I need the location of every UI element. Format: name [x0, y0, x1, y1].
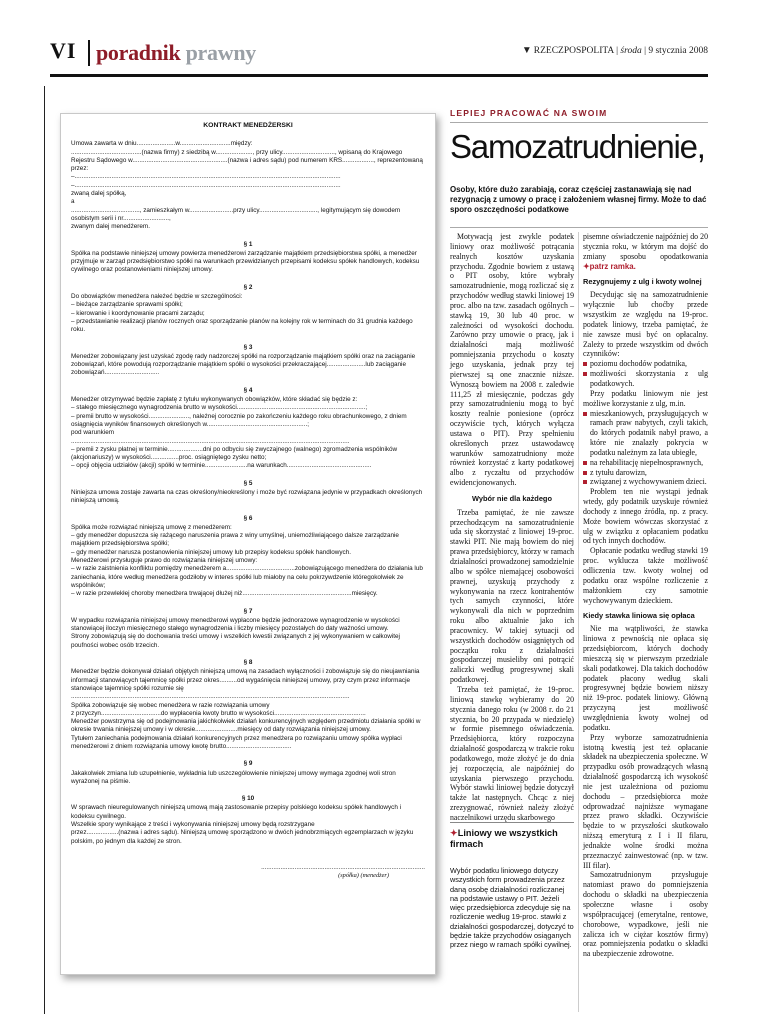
article-subheading: Kiedy stawka liniowa się opłaca — [583, 611, 695, 621]
article-lead: Osoby, które dużo zarabiają, coraz częściej zastanawiają się nad rezygnacją z umowy o pracę i założeniem własnej firmy. Może to dać sporo oszczędności podatkowe — [450, 185, 707, 215]
contract-section-heading: § 8 — [243, 659, 253, 667]
paragraph: Decydując się na samozatrudnienie wyłącznie lub choćby przede wszystkim ze względu na 19-proc. podatek liniowy, trzeba pamiętać, że nie zawsze musi być on opłacalny. Zależy to przede wszystkim od dwóch czynników: — [583, 290, 708, 359]
paragraph: Opłacanie podatku według stawki 19 proc. wyklucza także możliwość odliczenia tzw. kwoty wolnej od podatku oraz wspólne rozliczenie z małżonkiem czy samotnie wychowywanym dzieckiem. — [583, 546, 708, 605]
bullet-item: związanej z wychowywaniem dzieci. — [583, 477, 708, 487]
bullet-item: możliwości skorzystania z ulg podatkowych. — [583, 369, 708, 389]
contract-clause: – w razie przewlekłej choroby menedżera trwającej dłużej niż..............................................................miesięcy. — [71, 590, 378, 598]
article-subheading: Rezygnujemy z ulg i kwoty wolnej — [583, 277, 702, 287]
star-icon: ✦ — [450, 828, 458, 838]
contract-section-heading: § 4 — [243, 386, 253, 394]
contract-clause: – bieżące zarządzanie sprawami spółki; — [71, 301, 183, 309]
issue-date: 9 stycznia 2008 — [648, 46, 708, 56]
contract-intro-line: –....................................................................................................................................................... — [71, 173, 341, 181]
contract-clause: Do obowiązków menedżera należeć będzie w szczególności: — [71, 293, 243, 301]
paragraph: Nie ma wątpliwości, że stawka liniowa z pewnością nie opłaca się przedsiębiorcom, których dochody mieszczą się w pierwszym przedziale skali podatkowej. Dla takich dochodów podatek płacony według skali progresywnej będzie bowiem niższy niż 19-proc. podatek liniowy. Główną przyczyną jest możliwość uwzględnienia kwoty wolnej od podatku. — [583, 624, 708, 732]
contract-clause: – opcji objęcia udziałów (akcji) spółki w terminie........................na warunkach................................................ — [71, 462, 372, 470]
section-title-part2: prawny — [185, 40, 256, 65]
eagle-icon: ▼ — [521, 45, 532, 56]
contract-intro-line: a — [71, 198, 75, 206]
contract-intro-line: ........................................(nazwa firmy) z siedzibą w....................., przy ulicy.............................., wpisaną do Krajowego Rejestru Sądowego w......................................................(nazwa i adres sądu) pod numerem KRS.................., reprezentowaną przez: — [71, 148, 423, 173]
contract-clause: Wszelkie spory wynikające z treści i wykonywania niniejszej umowy będą rozstrzygane — [71, 821, 315, 829]
contract-clause: przez..................(nazwa i adres sądu). Niniejszą umowę sporządzono w dwóch jednobrzmiących egzemplarzach w języku polskim, po jednym dla każdej ze stron. — [71, 829, 414, 845]
article-headline: Samozatrudnienie, — [450, 128, 705, 165]
page-number: VI — [50, 38, 77, 63]
contract-section-heading: § 6 — [243, 514, 253, 522]
contract-clause: Jakakolwiek zmiana lub uzupełnienie, wykładnia lub uszczegółowienie niniejszej umowy wymaga zgodnej woli stron wyrażonej na piśmie. — [71, 769, 396, 785]
sidebar-box-text: Wybór podatku liniowego dotyczy wszystkich form prowadzenia przez daną osobę działalności rozliczanej na podstawie ustawy o PIT. Jeżeli więc przedsiębiorca zdecyduje się na rozliczenie według 19-proc. stawki z działalności gospodarczej, dotyczyć to będzie także przychodów osiąganych przez niego w ramach spółki cywilnej. — [450, 866, 574, 950]
paragraph: Samozatrudnionym przysługuje natomiast prawo do pomniejszenia dochodu o składki na ubezpieczenia społeczne własne i osoby współpracującej (emerytalne, rentowe, chorobowe, wypadkowe, jeśli nie zalicza ich w ciężar kosztów firmy) oraz pomniejszenia podatku o składki na ubezpieczenie zdrowotne. — [583, 870, 708, 959]
signature-dots: ............................................................................................. — [261, 863, 425, 871]
article-column-1 — [450, 232, 574, 822]
contract-section-heading: § 3 — [243, 343, 253, 351]
signature-label: (spółka) (menedżer) — [338, 872, 389, 880]
contract-clause: Spółka może rozwiązać niniejszą umowę z menedżerem: — [71, 523, 232, 531]
bullet-item: mieszkaniowych, przysługujących w ramach praw nabytych, czyli takich, do których podatnik nabył prawo, a które nie znalazły pokrycia w podatku należnym za lata ubiegłe, — [583, 409, 708, 458]
bullet-item: na rehabilitację niepełnosprawnych, — [583, 458, 708, 468]
contract-sections — [71, 241, 425, 846]
paragraph: Motywacją jest zwykle podatek liniowy oraz możliwość potrącania realnych kosztów uzyskania przychodu. Zgodnie bowiem z ustawą o PIT osoby, które wybrały samozatrudnienie, mogą rozliczać się z przychodów według stawki liniowej 19 proc. albo na tzw. zasadach ogólnych – stawką 19, 30 lub 40 proc. w zależności od wysokości dochodu. Zarówno przy umowie o pracę, jak i działalności mają możliwość pomniejszania przychodu o koszty jego uzyskania, jednak przy tej pierwszej są one znacznie niższe. Wynoszą bowiem na 2008 r. zaledwie 111,25 zł miesięcznie, podczas gdy przy samozatrudnieniu mogą to być koszty realnie poniesione (oprócz oczywiście tych, których wyłącza ustawa o PIT). Przy spełnieniu określonych przez ustawodawcę warunków samozatrudniony może również korzystać z karty podatkowej albo z ryczałtu od przychodów ewidencjonowanych. — [450, 232, 574, 488]
contract-clause: Menedżerowi przysługuje prawo do rozwiązania niniejszej umowy: — [71, 557, 258, 565]
sidebar-box-title-text: Liniowy we wszystkich firmach — [450, 828, 558, 849]
publication-name: RZECZPOSPOLITA — [533, 46, 614, 56]
contract-clause: Strony zobowiązują się do dochowania treści umowy i wszelkich kwestii związanych z jej wykonywaniem w całkowitej poufności wobec osób trzecich. — [71, 633, 400, 649]
contract-intro-line: –....................................................................................................................................................... — [71, 181, 341, 189]
contract-clause: – premii z zysku płatnej w terminie....................dni po odbyciu się zwyczajnego (walnego) zgromadzenia wspólników (akcjonariuszy) w wysokości................proc. osiągniętego zysku netto; — [71, 445, 398, 462]
contract-clause: Spółka zobowiązuje się wobec menedżera w razie rozwiązania umowy — [71, 701, 270, 709]
contract-intro — [71, 140, 425, 231]
contract-clause: Menedżer powstrzyma się od podejmowania jakichkolwiek działań konkurencyjnych względem przedmiotu działania spółki w okresie trwania niniejszej umowy i w okresie........................miesięcy od daty rozwiązania niniejszej umowy. — [71, 718, 421, 734]
see-box-link[interactable]: ✦patrz ramka. — [583, 261, 636, 271]
contract-clause: W wypadku rozwiązania niniejszej umowy menedżerowi wypłacone będzie jednorazowe wynagrodzenie w wysokości stanowiącej iloczyn miesięcznego stałego wynagrodzenia i liczby miesięcy pozostałych do daty ważności umowy. — [71, 616, 400, 633]
contract-clause: – przedstawianie realizacji planów rocznych oraz sporządzanie planów na kolejny rok w terminach do 31 grudnia każdego roku. — [71, 317, 413, 334]
left-margin-rule — [44, 86, 45, 1014]
column-divider — [578, 232, 579, 1012]
lead-rule — [450, 227, 708, 228]
contract-section-heading: § 7 — [243, 607, 253, 615]
contract-clause: – gdy menedżer narusza postanowienia niniejszej umowy lub przepisy kodeksu spółek handlowych. — [71, 548, 351, 556]
contract-clause: W sprawach nieuregulowanych niniejszą umową mają zastosowanie przepisy polskiego kodeksu spółek handlowych i kodeksu cywilnego. — [71, 804, 402, 820]
contract-section-heading: § 2 — [243, 283, 253, 291]
paragraph: Przy podatku liniowym nie jest możliwe korzystanie z ulg, m.in. — [583, 388, 708, 408]
contract-clause: Menedżer zobowiązany jest uzyskać zgodę rady nadzorczej spółki na rozporządzanie majątkiem spółki oraz na zaciąganie zobowiązań, które powodują rozporządzanie majątkiem spółki o wysokości przekraczającej......................lub zaciąganie zobowiązań............................... — [71, 352, 416, 377]
contract-clause: Menedżer otrzymywać będzie zapłatę z tytułu wykonywanych obowiązków, które składać się będzie z: — [71, 396, 358, 404]
contract-clause: Tytułem zaniechania podejmowania działań konkurencyjnych przez menedżera po rozwiązaniu umowy spółka wypłaci menedżerowi z dniem rozwiązania umowy kwotę brutto..................................... — [71, 734, 402, 750]
contract-clause: pod warunkiem — [71, 429, 115, 437]
paragraph: Trzeba pamiętać, że nie zawsze przechodzącym na samozatrudnienie uda się skorzystać z liniowej 19-proc. stawki PIT. Nie mają bowiem do niej prawa przedsiębiorcy, którzy w ramach działalności prowadzonej samodzielnie albo w spółce niemającej osobowości prawnej, uzyskują przychody z wykonywania na rzecz kontrahentów tych samych czynności, które wykonywali dla nich w poprzednim roku albo aktualnie jako ich pracownicy. W takiej sytuacji od wszystkich dochodów osiągniętych od początku roku z działalności gospodarczej musieliby oni potrącić zaliczki według progresywnej skali podatkowej. — [450, 507, 574, 685]
sidebar-box-title — [450, 828, 574, 850]
header-rule — [50, 74, 708, 77]
contract-clause: Niniejsza umowa zostaje zawarta na czas określony/nieokreślony i może być rozwiązana jedynie w przypadkach określonych niniejszą umową. — [71, 488, 423, 505]
contract-clause: z przyczyn..................................do wypłacenia kwoty brutto w wysokości.................................................... — [71, 709, 366, 717]
bullet-item: z tytułu darowizn, — [583, 468, 708, 478]
contract-template — [60, 113, 436, 975]
contract-clause: – stałego miesięcznego wynagrodzenia brutto w wysokości.........................................................................; — [71, 404, 368, 412]
contract-clause: – w razie zaistnienia konfliktu pomiędzy menedżerem a.......................................zobowiązującego menedżera do działania lub zaniechania, które według menedżera godziłoby w interes spółki lub miałoby na celu pokrzywdzenie któregokolwiek ze wspólników; — [71, 565, 423, 589]
contract-clause: .............................................................................................................................................................. — [71, 437, 350, 445]
contract-clause: – premii brutto w wysokości......................., należnej corocznie po zakończeniu każdego roku obrachunkowego, z dniem osiągnięcia wyników finansowych określonych w.........................................................; — [71, 412, 407, 428]
kicker-rule — [450, 122, 708, 123]
contract-clause: Spółka na podstawie niniejszej umowy powierza menedżerowi zarządzanie majątkiem przedsiębiorstwa spółki, a menedżer przyjmuje w zarząd przedsiębiorstwo spółki na warunkach przewidzianych przepisami kodeksu spółek handlowych, kodeksu cywilnego oraz postanowieniami niniejszej umowy. — [71, 249, 420, 274]
paragraph: Problem ten nie wystąpi jednak wtedy, gdy podatnik uzyskuje również dochody z innego źródła, np. z pracy. Może bowiem wówczas skorzystać z ulg w związku z opłacaniem podatku od tych innych dochodów. — [583, 487, 708, 546]
contract-intro-line: zwanym dalej menedżerem. — [71, 223, 150, 231]
paragraph: Przy wyborze samozatrudnienia istotną kwestią jest też opłacanie składek na ubezpieczenia społeczne. W przypadku osób prowadzących własną działalność gospodarczą ich wysokość nie jest uzależniona od poziomu dochodu – przedsiębiorca może odprowadzać najniższe wymagane przez prawo składki. Oczywiście będzie to w przyszłości skutkowało niższą emeryturą z I i II filaru, jednakże wolne środki można przeznaczyć zainwestować (np. w tzw. III filar). — [583, 732, 708, 870]
contract-intro-line: zwaną dalej spółką, — [71, 190, 127, 198]
contract-intro-line: Umowa zawarta w dniu......................w.............................między: — [71, 140, 253, 148]
contract-section-heading: § 10 — [241, 795, 255, 803]
article-subheading: Wybór nie dla każdego — [472, 493, 552, 503]
contract-title: KONTRAKT MENEDŻERSKI — [203, 122, 293, 129]
contract-clause: .............................................................................................................................................................. — [71, 693, 350, 701]
contract-clause: – kierowanie i koordynowanie pracami zarządu; — [71, 309, 205, 317]
weekday: środa — [620, 46, 642, 56]
contract-intro-line: ......................................., zamieszkałym w.........................przy ulicy................................., legitymującym się dowodem osobistym serii i nr.........................., — [71, 206, 401, 222]
contract-clause: – gdy menedżer dopuszcza się rażącego naruszenia prawa z winy umyślnej, uniemożliwiającego dalsze zarządzanie majątkiem przedsiębiorstwa spółki; — [71, 532, 399, 548]
section-title — [96, 40, 256, 66]
contract-section-heading: § 5 — [243, 479, 253, 487]
paragraph: pisemne oświadczenie najpóźniej do 20 stycznia roku, w którym ma dojść do zmiany sposobu opodatkowania ✦patrz ramka. — [583, 232, 708, 271]
bullet-item: poziomu dochodów podatnika, — [583, 359, 708, 369]
header-divider — [88, 40, 90, 66]
contract-section-heading: § 1 — [243, 240, 253, 248]
article-column-2 — [583, 232, 708, 1022]
section-title-part1: poradnik — [96, 40, 181, 65]
paragraph: Trzeba też pamiętać, że 19-proc. liniową stawkę wybieramy do 20 stycznia danego roku (w 2008 r. do 21 stycznia, bo 20 przypada w niedzielę) w formie pisemnego oświadczenia. Przedsiębiorca, który rozpoczyna działalność gospodarczą w trakcie roku podatkowego, może złożyć je do dnia jej rozpoczęcia, ale najpóźniej do uzyskania pierwszego przychodu. Wybór stawki liniowej będzie dotyczył także lat następnych. Chcąc z niej zrezygnować, również należy złożyć naczelnikowi urzędu skarbowego — [450, 684, 574, 822]
contract-clause: Menedżer będzie dokonywał działań objętych niniejszą umową na zasadach wyłączności i zobowiązuje się do nieujawniania informacji stanowiących tajemnicę spółki przez okres..........od wygaśnięcia niniejszej umowy, przy czym przez informacje stanowiące tajemnicę spółki rozumie się — [71, 668, 420, 692]
contract-section-heading: § 9 — [243, 760, 253, 768]
box-rule — [450, 822, 574, 823]
masthead-info: ▼ RZECZPOSPOLITA | środa | 9 stycznia 2008 — [521, 45, 708, 56]
article-kicker: LEPIEJ PRACOWAĆ NA SWOIM — [450, 108, 608, 118]
